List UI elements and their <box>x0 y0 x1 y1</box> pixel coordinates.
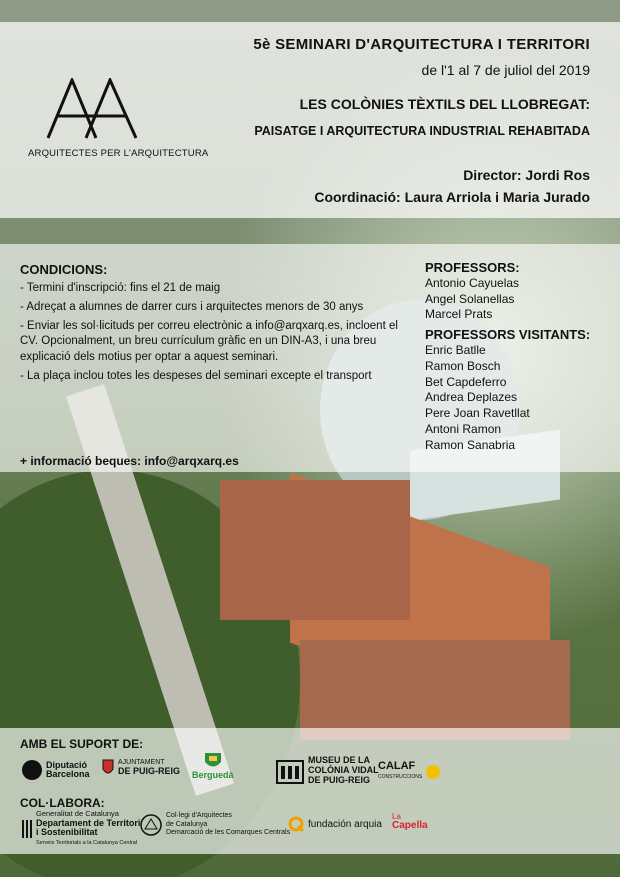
coac-line2: de Catalunya <box>166 820 208 828</box>
professors-title: PROFESSORS: <box>425 260 520 275</box>
professors-section <box>425 260 590 454</box>
bergueda-logo <box>192 752 234 780</box>
collaborators-title: COL·LABORA: <box>20 796 105 810</box>
bergueda-icon <box>204 752 222 770</box>
condition-item: - Termini d'inscripció: fins el 21 de maig <box>20 281 221 294</box>
coac-line3: Demarcació de les Comarques Centrals <box>166 829 291 836</box>
visiting-professor-name: Pere Joan Ravetllat <box>425 406 530 421</box>
visiting-professor-name: Enric Batlle <box>425 342 486 357</box>
visiting-professor-name: Andrea Deplazes <box>425 390 518 405</box>
puig-reig-logo <box>102 758 180 777</box>
la-capella-line1: La <box>392 812 401 821</box>
museu-line1: MUSEU DE LA <box>308 755 371 765</box>
conditions-section <box>20 262 415 388</box>
diputacio-icon <box>22 760 42 780</box>
calaf-name: CALAF <box>378 760 416 772</box>
background-building <box>220 480 410 620</box>
crest-icon <box>102 759 114 777</box>
professor-name: Angel Solanellas <box>425 291 515 306</box>
museu-line2: COLÒNIA VIDAL <box>308 765 379 775</box>
more-info-email[interactable]: + informació beques: info@arqxarq.es <box>20 454 239 468</box>
museum-building-icon <box>276 758 304 784</box>
condition-item: - Adreçat a alumnes de darrer curs i arquitectes menors de 30 anys <box>20 300 364 313</box>
la-capella-logo <box>392 812 428 830</box>
visiting-professor-name: Antoni Ramon <box>425 421 502 436</box>
diputacio-line1: Diputació <box>46 760 88 770</box>
seminar-subtitle-1: LES COLÒNIES TÈXTILS DEL LLOBREGAT: <box>299 96 590 112</box>
diputacio-logo <box>22 760 90 780</box>
condition-item: - Enviar les sol·licituds per correu electrònic a info@arqxarq.es, incloent el CV. Opcionalment, un breu currículum gràfic en un DIN-A3, i una breu explicació dels motius per optar a aquest seminari. <box>20 319 398 363</box>
puig-reig-line2: DE PUIG-REIG <box>118 766 181 776</box>
la-capella-line2: Capella <box>392 820 428 831</box>
logo-caption: ARQUITECTES PER L'ARQUITECTURA <box>28 148 209 159</box>
calaf-cc-icon <box>426 765 440 779</box>
professor-name: Antonio Cayuelas <box>425 275 520 290</box>
coac-logo <box>140 812 290 838</box>
gencat-line2: Departament de Territori <box>36 817 141 828</box>
fundacion-arquia-logo <box>288 816 382 832</box>
calaf-logo <box>378 762 440 782</box>
seminar-dates: de l'1 al 7 de juliol del 2019 <box>421 62 590 78</box>
conditions-title: CONDICIONS: <box>20 262 108 277</box>
director: Director: Jordi Ros <box>463 167 590 183</box>
condition-item: - La plaça inclou totes les despeses del seminari excepte el transport <box>20 369 372 382</box>
puig-reig-line1: AJUNTAMENT <box>118 759 165 766</box>
professor-name: Marcel Prats <box>425 307 493 322</box>
aa-logo-icon <box>46 78 146 140</box>
seminar-subtitle-2: PAISATGE I ARQUITECTURA INDUSTRIAL REHABITADA <box>254 124 590 138</box>
museu-logo <box>276 756 379 786</box>
coordination: Coordinació: Laura Arriola i Maria Jurado <box>314 189 590 205</box>
arquia-q-icon <box>288 816 304 832</box>
seminar-title: 5è SEMINARI D'ARQUITECTURA I TERRITORI <box>253 36 590 53</box>
calaf-subtitle: CONSTRUCCIONS <box>378 774 423 780</box>
visiting-professors-title: PROFESSORS VISITANTS: <box>425 327 591 343</box>
coac-emblem-icon <box>140 814 162 836</box>
gencat-flag-icon <box>22 820 32 838</box>
gencat-line3: i Sostenibilitat <box>36 827 98 837</box>
visiting-professor-name: Bet Capdeferro <box>425 374 507 389</box>
background-factory-wall <box>300 640 570 740</box>
diputacio-line2: Barcelona <box>46 769 90 779</box>
visiting-professor-name: Ramon Sanabria <box>425 437 516 452</box>
fundacion-arquia-label: fundación arquia <box>308 818 382 830</box>
museu-line3: DE PUIG-REIG <box>308 775 371 785</box>
sponsors-title: AMB EL SUPORT DE: <box>20 737 144 751</box>
gencat-line4: Serveis Territorials a la Catalunya Central <box>36 839 138 846</box>
gencat-line1: Generalitat de Catalunya <box>36 809 119 818</box>
visiting-professor-name: Ramon Bosch <box>425 358 501 373</box>
gencat-logo <box>22 810 140 847</box>
bergueda-label: Berguedà <box>192 770 234 780</box>
coac-line1: Col·legi d'Arquitectes <box>166 812 232 819</box>
